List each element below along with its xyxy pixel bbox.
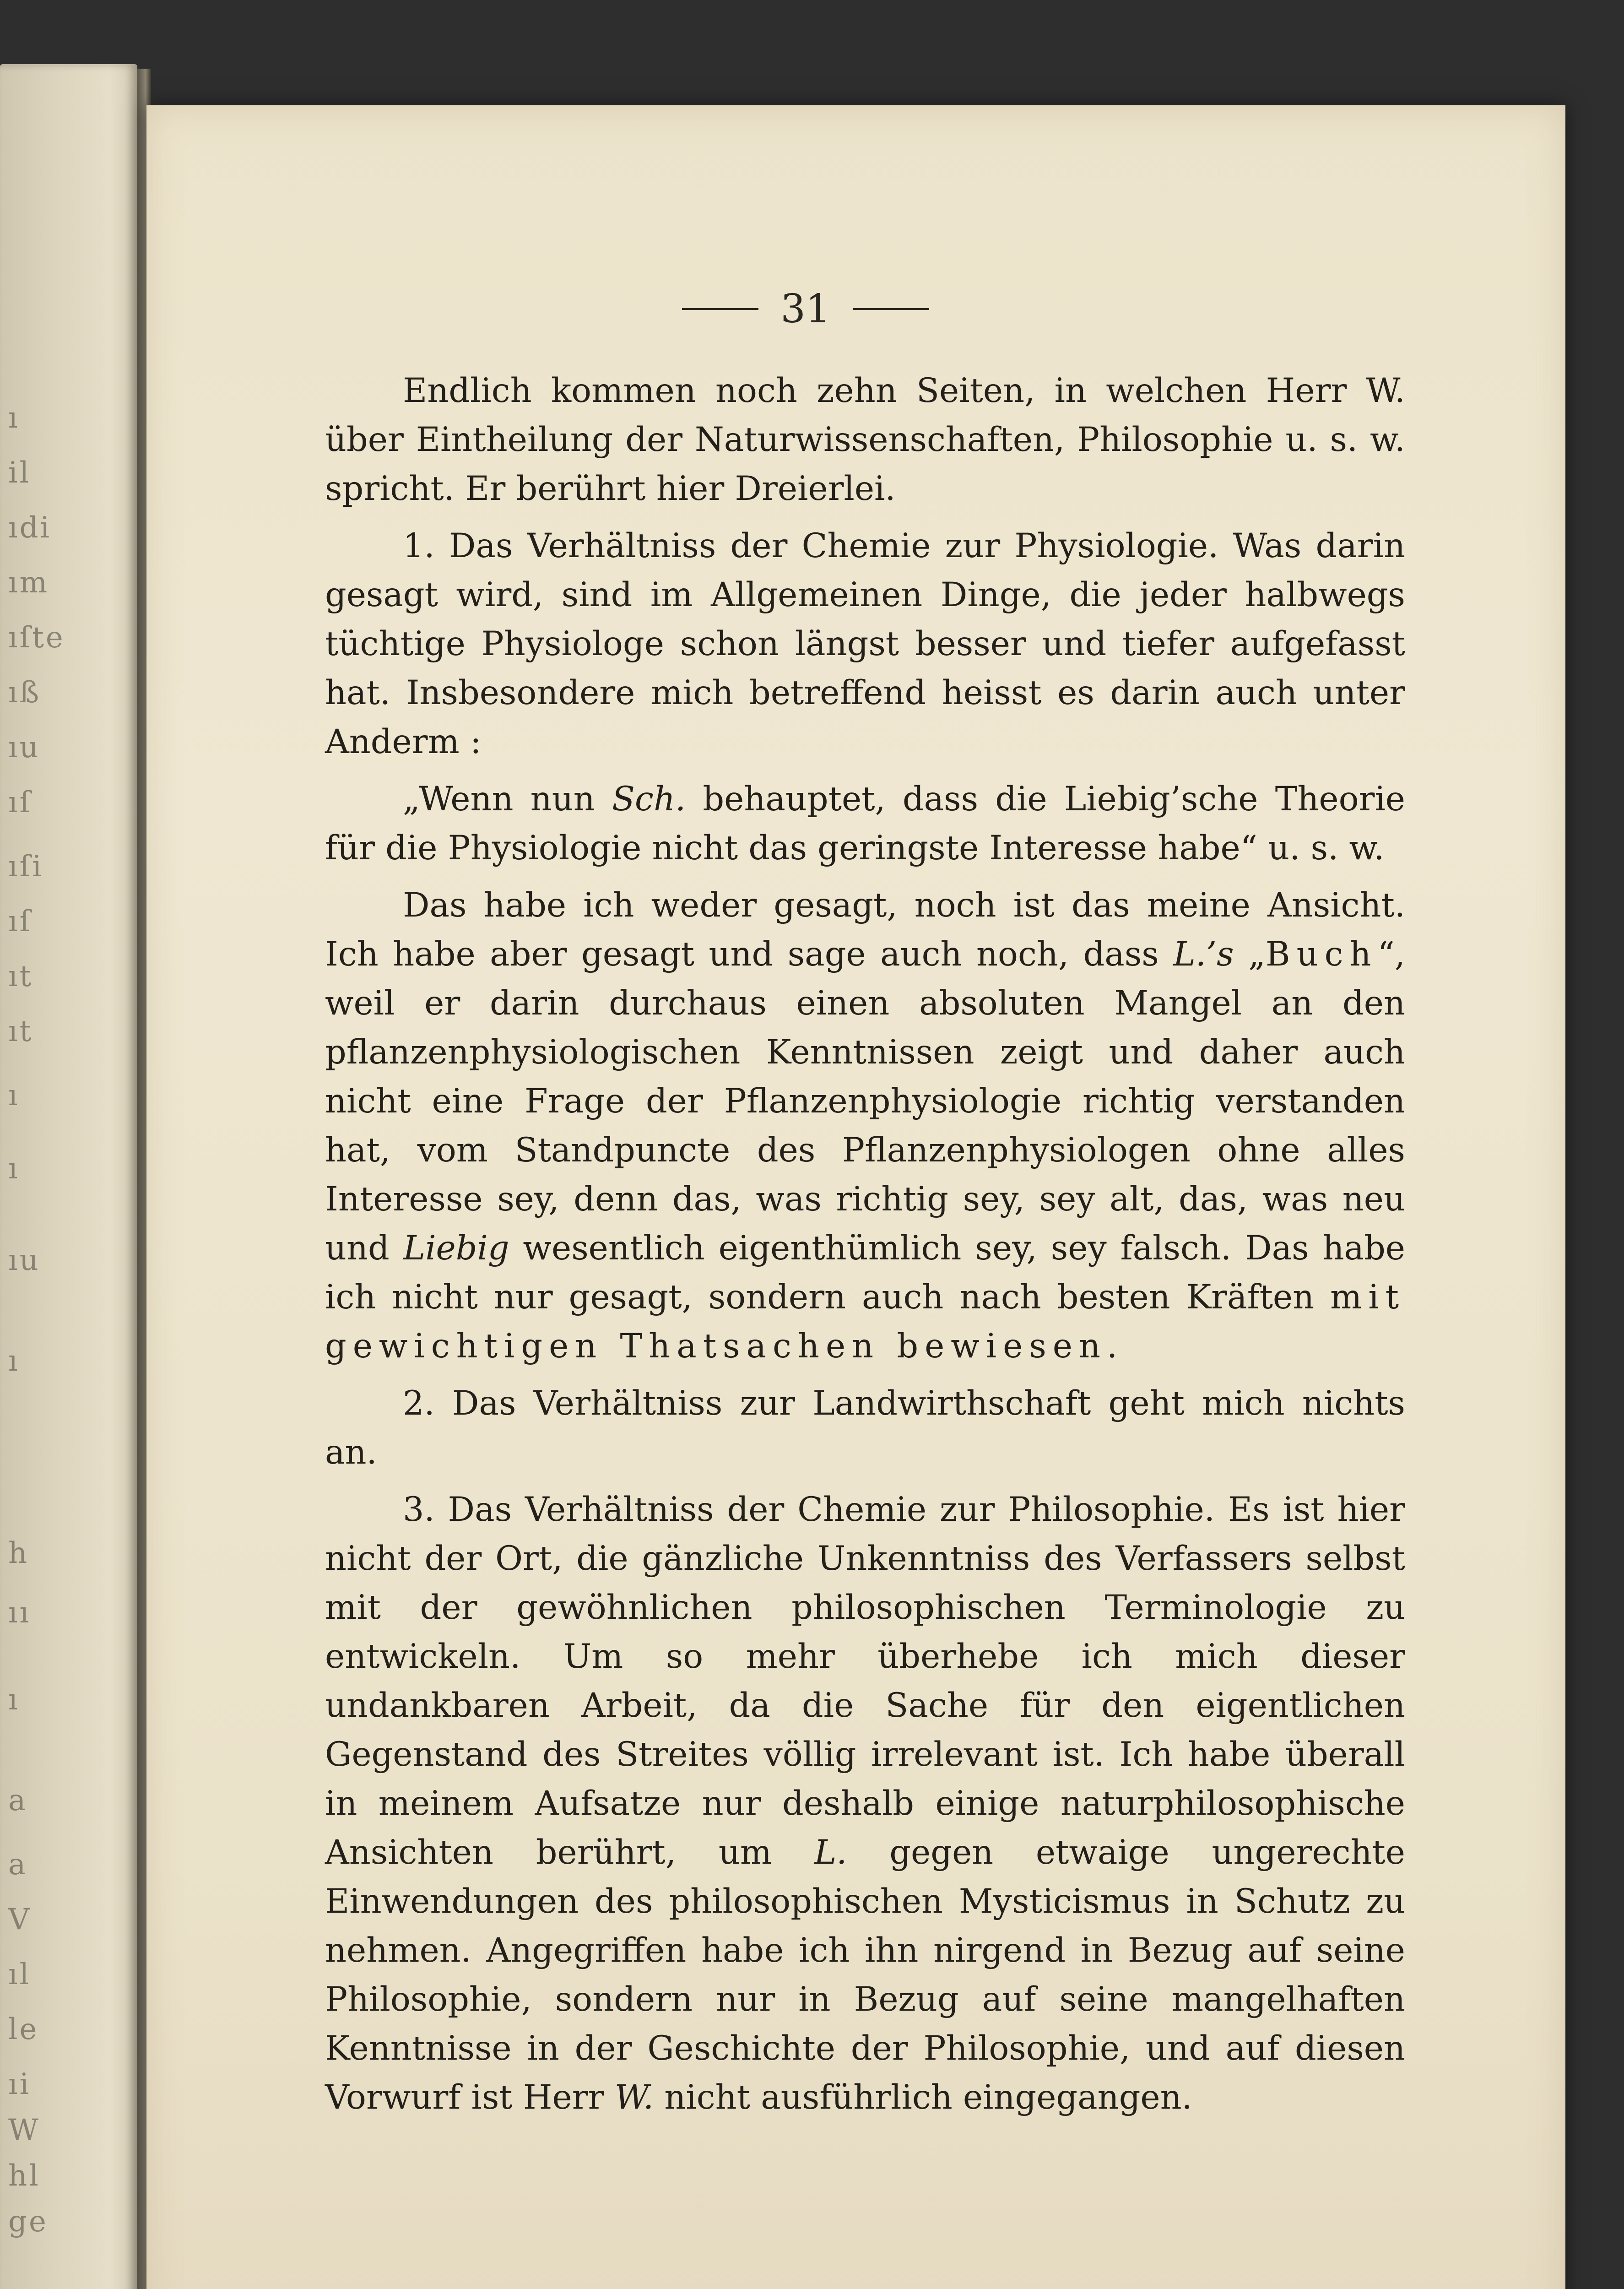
page-number: 31 <box>780 286 831 332</box>
previous-page-fragment: ıı <box>8 1596 31 1630</box>
previous-page-fragment: ıſ <box>8 905 32 938</box>
previous-page-fragment: ı <box>8 1152 20 1186</box>
previous-page-edge <box>0 64 137 2289</box>
p6-emphasis-1: L. <box>814 1833 847 1872</box>
previous-page-fragment: a <box>8 1848 28 1882</box>
p6-text-c: nicht ausführlich eingegangen. <box>654 2078 1192 2117</box>
previous-page-fragment: ıt <box>8 960 33 993</box>
previous-page-fragment: hl <box>8 2159 40 2193</box>
paragraph-1: Endlich kommen noch zehn Seiten, in welchen Herr W. über Eintheilung der Naturwissenschaften, Philosophie u. s. w. spricht. Er berührt hier Dreierlei. <box>325 371 1405 508</box>
quote-open: „Wenn nun <box>403 780 612 819</box>
p4-spaced-1: Buch <box>1265 935 1378 974</box>
previous-page-fragment: ıſte <box>8 621 65 655</box>
p4-text-d: wesentlich eigenthümlich sey, sey falsch. Das habe ich nicht nur gesagt, sondern auch nach besten Kräften <box>325 1229 1405 1317</box>
previous-page-fragment: ıſi <box>8 850 43 884</box>
p4-text-b: „ <box>1234 935 1266 974</box>
previous-page-fragment: ıl <box>8 1958 31 1991</box>
p6-emphasis-2: W. <box>614 2078 654 2117</box>
previous-page-fragment: ıß <box>8 676 41 710</box>
right-rule <box>853 308 929 310</box>
paragraph-2: 1. Das Verhältniss der Chemie zur Physiologie. Was darin gesagt wird, sind im Allgemeinen Dinge, die jeder halbwegs tüchtige Physiologe schon längst besser und tiefer aufgefasst hat. Insbesondere mich betreffend heisst es darin auch unter Anderm : <box>325 526 1405 761</box>
page-number-header <box>682 284 929 334</box>
previous-page-fragment: V <box>8 1903 32 1936</box>
p4-text-c: “, weil er darin durchaus einen absoluten Mangel an den pflanzenphysiologischen Kenntnissen zeigt und daher auch nicht eine Frage der Pflanzenphysiologie richtig verstanden hat, vom Standpuncte des Pflanzenphysiologen ohne alles Interesse sey, denn das, was richtig sey, sey alt, das, was neu und <box>325 935 1406 1268</box>
p4-spaced-2: mit gewichtigen Thatsachen bewiesen. <box>325 1278 1405 1366</box>
previous-page-fragment: h <box>8 1536 29 1570</box>
previous-page-fragment: ıt <box>8 1014 33 1048</box>
previous-page-fragment: ıſ <box>8 786 32 819</box>
previous-page-fragment: ım <box>8 566 49 600</box>
previous-page-fragment: ıu <box>8 1243 40 1277</box>
left-rule <box>682 308 758 310</box>
previous-page-fragment: il <box>8 456 31 490</box>
p6-text-a: 3. Das Verhältniss der Chemie zur Philosophie. Es ist hier nicht der Ort, die gänzliche Unkenntniss des Verfassers selbst mit der gewöhnlichen philosophischen Terminologie zu entwickeln. Um so mehr überhebe ich mich dieser undankbaren Arbeit, da die Sache für den eigentlichen Gegenstand des Streites völlig irrelevant ist. Ich habe überall in meinem Aufsatze nur deshalb einige naturphilosophische Ansichten berührt, um <box>325 1490 1405 1872</box>
previous-page-fragment: ı <box>8 401 20 435</box>
quote-rest: behauptet, dass die Liebig’sche Theorie für die Physiologie nicht das geringste Interesse habe“ u. s. w. <box>325 780 1405 868</box>
quote-emphasis: Sch. <box>612 780 686 819</box>
paragraph-3-quote <box>325 775 1405 873</box>
previous-page-fragment: W <box>8 2113 40 2147</box>
p6-text-b: gegen etwaige ungerechte Einwendungen des philosophischen Mysticismus in Schutz zu nehmen. Angegriffen habe ich ihn nirgend in Bezug auf seine Philosophie, sondern nur in Bezug auf seine mangelhaften Kenntnisse in der Geschichte der Philosophie, und auf diesen Vorwurf ist Herr <box>325 1833 1406 2117</box>
previous-page-fragment: ı <box>8 1079 20 1112</box>
previous-page-fragment: ı <box>8 1683 20 1717</box>
book-page <box>146 105 1565 2289</box>
previous-page-fragment: ıi <box>8 2067 31 2101</box>
previous-page-fragment: ıu <box>8 731 40 765</box>
previous-page-fragment: le <box>8 2012 39 2046</box>
previous-page-fragment: ıdi <box>8 511 51 545</box>
p4-emphasis-1: L.’s <box>1173 935 1234 974</box>
paragraph-6 <box>325 1485 1405 2122</box>
paragraph-4 <box>325 881 1405 1371</box>
previous-page-fragment: a <box>8 1784 28 1817</box>
p4-text-a: Das habe ich weder gesagt, noch ist das meine Ansicht. Ich habe aber gesagt und sage auch noch, dass <box>325 886 1405 974</box>
p4-emphasis-2: Liebig <box>403 1229 509 1268</box>
previous-page-fragment: ı <box>8 1344 20 1378</box>
body-text <box>325 366 1405 2122</box>
paragraph-5: 2. Das Verhältniss zur Landwirthschaft geht mich nichts an. <box>325 1384 1405 1472</box>
previous-page-fragment: ge <box>8 2205 48 2239</box>
